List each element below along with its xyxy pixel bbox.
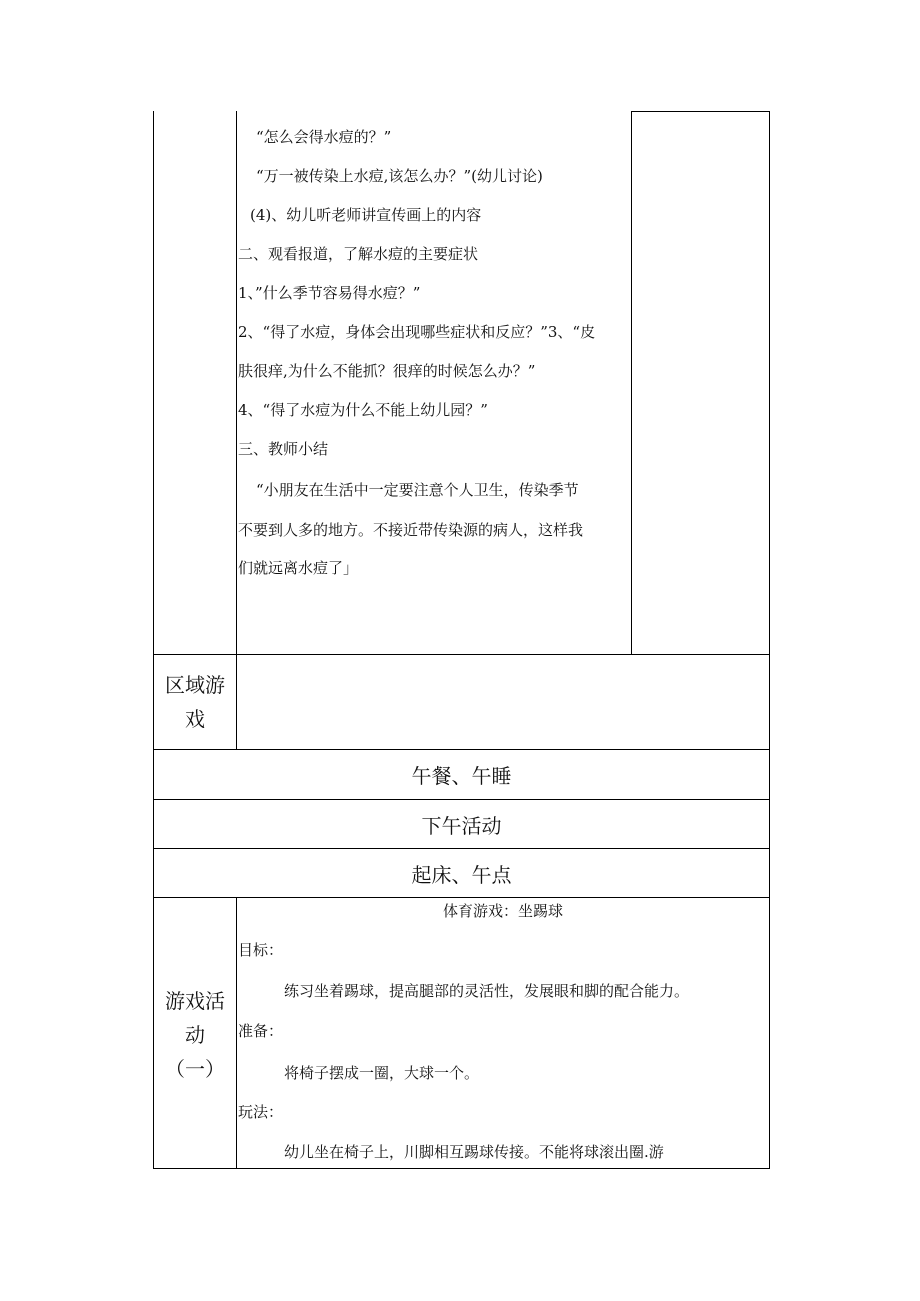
lesson-line-10: “小朋友在生活中一定要注意个人卫生，传染季节 [256,481,579,499]
lesson-line-2: “万一被传染上水痘,该怎么办？”(幼儿讨论) [256,167,543,185]
prep-label: 准备： [238,1022,284,1040]
area-game-label-line2: 戏 [185,707,205,731]
wake-snack-row: 起床、午点 [411,863,512,887]
lesson-line-4: 二、观看报道，了解水痘的主要症状 [238,245,479,263]
goal-label: 目标： [238,941,284,959]
row-separator-1 [153,654,770,655]
lesson-line-11: 不要到人多的地方。不接近带传染源的病人，这样我 [238,521,584,539]
table-border-top-right [631,111,770,112]
afternoon-activity-row: 下午活动 [421,814,502,838]
lesson-line-9: 三、教师小结 [238,440,329,458]
lesson-line-8: 4、“得了水痘为什么不能上幼儿园？” [238,401,488,419]
game-activity-label-line1: 游戏活 [165,989,225,1013]
play-label: 玩法： [238,1103,284,1121]
prep-text: 将椅子摆成一圈，大球一个。 [284,1064,480,1082]
game-activity-label-line2: 动 [185,1023,205,1047]
area-game-label-line1: 区域游 [165,673,225,697]
lesson-line-6: 2、“得了水痘，身体会出现哪些症状和反应？”3、“皮 [238,323,596,341]
game-activity-label [154,984,236,1086]
table-divider-label-col-bottom [236,897,237,1169]
row-separator-5 [153,897,770,898]
row-separator-3 [153,799,770,800]
goal-text: 练习坐着踢球，提高腿部的灵活性，发展眼和脚的配合能力。 [284,982,690,1000]
play-text: 幼儿坐在椅子上，川脚相互踢球传接。不能将球滚出圈.游 [284,1143,664,1161]
row-separator-2 [153,749,770,750]
area-game-label [154,668,236,736]
table-border-right [769,111,770,1169]
row-separator-4 [153,848,770,849]
game-activity-label-line3: （一） [165,1057,225,1081]
table-border-bottom [153,1168,770,1169]
lesson-line-12: 们就远离水痘了」 [238,559,359,577]
lesson-line-1: “怎么会得水痘的？” [256,128,392,146]
game-activity-title: 体育游戏：坐踢球 [442,902,563,920]
lunch-nap-row: 午餐、午睡 [411,764,512,788]
lesson-line-7: 肤很痒,为什么不能抓？很痒的时候怎么办？” [238,362,536,380]
table-divider-notes-col [631,111,632,654]
lesson-line-3: (4)、幼儿听老师讲宣传画上的内容 [250,206,482,224]
lesson-line-5: 1、”什么季节容易得水痘？” [238,284,421,302]
